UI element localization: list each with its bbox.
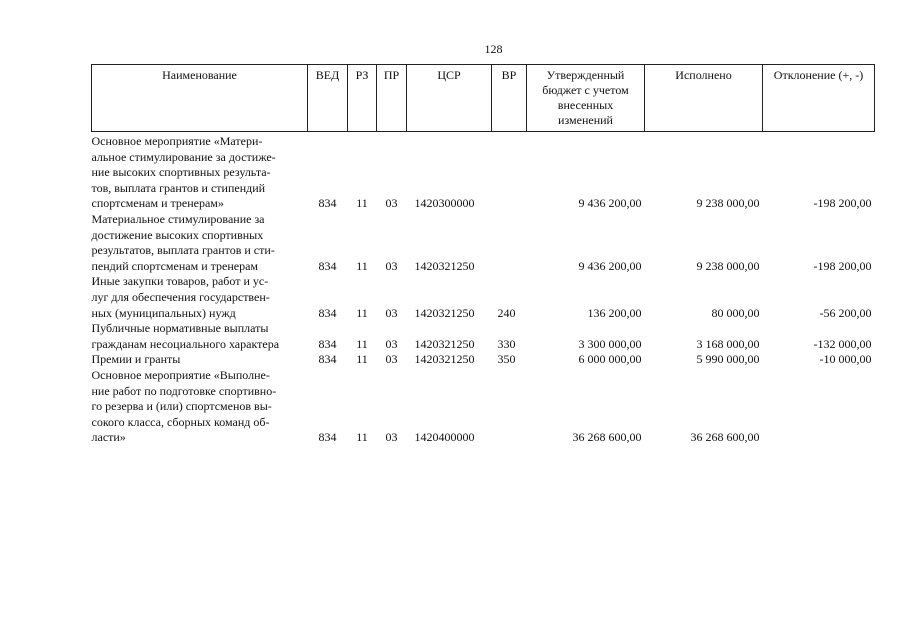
cell-name-line: ных (муниципальных) нужд: [91, 305, 236, 320]
cell-name-line: Иные закупки товаров, работ и ус-: [91, 274, 269, 289]
cell-pr: 03: [385, 336, 398, 351]
cell-budget: 3 300 000,00: [578, 336, 642, 351]
cell-executed: 36 268 600,00: [690, 430, 760, 445]
header-pr: ПР: [377, 65, 407, 132]
table-row: [92, 368, 875, 446]
cell-vr: 350: [497, 352, 516, 367]
cell-name-line: достижение высоких спортивных: [91, 227, 264, 242]
cell-vr: [492, 212, 527, 274]
cell-name-line: Основное мероприятие «Матери-: [91, 134, 263, 148]
cell-name-line: ние высоких спортивных результа-: [91, 165, 271, 180]
cell-rz: 11: [356, 258, 368, 273]
cell-executed: 5 990 000,00: [696, 352, 760, 367]
cell-name-line: ласти»: [91, 430, 126, 445]
cell-vr: 330: [497, 336, 516, 351]
cell-executed: 80 000,00: [711, 305, 760, 320]
cell-name-line: Основное мероприятие «Выполне-: [91, 367, 270, 382]
cell-budget: 36 268 600,00: [572, 430, 642, 445]
cell-pr: 03: [385, 430, 398, 445]
cell-executed: 9 238 000,00: [696, 258, 760, 273]
header-vr: ВР: [492, 65, 527, 132]
cell-ved: 834: [318, 430, 337, 445]
cell-name-line: пендий спортсменам и тренерам: [91, 258, 258, 273]
table-row: [92, 274, 875, 321]
cell-name-line: результатов, выплата грантов и сти-: [91, 243, 275, 258]
cell-budget: 9 436 200,00: [578, 196, 642, 211]
header-csr: ЦСР: [407, 65, 492, 132]
cell-ved: 834: [318, 258, 337, 273]
page-number: 128: [484, 42, 503, 56]
cell-csr: 1420321250: [414, 258, 475, 273]
cell-executed: 3 168 000,00: [696, 336, 760, 351]
table-row: [92, 132, 875, 212]
cell-ved: 834: [318, 336, 337, 351]
cell-name-line: Материальное стимулирование за: [91, 211, 265, 226]
cell-name: [92, 212, 308, 274]
cell-name: [92, 132, 308, 212]
table-row: [92, 352, 875, 368]
cell-ved: 834: [318, 352, 337, 367]
table-row: [92, 321, 875, 352]
cell-vr: [492, 368, 527, 446]
header-deviation: Отклонение (+, -): [763, 65, 875, 132]
cell-vr: 240: [497, 305, 516, 320]
cell-name: [92, 352, 308, 368]
cell-rz: 11: [356, 196, 368, 211]
cell-deviation: -10 000,00: [819, 352, 872, 367]
cell-ved: 834: [318, 305, 337, 320]
cell-budget: 6 000 000,00: [578, 352, 642, 367]
cell-budget: 9 436 200,00: [578, 258, 642, 273]
cell-name-line: альное стимулирование за достиже-: [91, 149, 276, 164]
header-name: Наименование: [92, 65, 308, 132]
cell-name-line: го резерва и (или) спортсменов вы-: [91, 399, 272, 414]
cell-name-line: сокого класса, сборных команд об-: [91, 414, 270, 429]
cell-name: [92, 368, 308, 446]
cell-rz: 11: [356, 430, 368, 445]
cell-pr: 03: [385, 258, 398, 273]
table-header-row: [92, 65, 875, 132]
cell-csr: 1420321250: [414, 352, 475, 367]
cell-executed: 9 238 000,00: [696, 196, 760, 211]
header-rz: РЗ: [348, 65, 377, 132]
cell-csr: 1420400000: [414, 430, 475, 445]
cell-pr: 03: [385, 352, 398, 367]
cell-name-line: Премии и гранты: [91, 352, 181, 367]
cell-vr: [492, 132, 527, 212]
cell-ved: 834: [318, 196, 337, 211]
table-body: [92, 132, 875, 446]
header-budget: Утвержденный бюджет с учетом внесенных изменений: [527, 65, 645, 132]
cell-csr: 1420321250: [414, 336, 475, 351]
cell-name: [92, 321, 308, 352]
cell-rz: 11: [356, 336, 368, 351]
cell-pr: 03: [385, 305, 398, 320]
cell-name-line: гражданам несоциального характера: [91, 336, 280, 351]
cell-rz: 11: [356, 352, 368, 367]
cell-deviation: [763, 368, 875, 446]
cell-deviation: -56 200,00: [819, 305, 872, 320]
header-ved: ВЕД: [308, 65, 348, 132]
cell-deviation: -198 200,00: [813, 196, 872, 211]
cell-deviation: -198 200,00: [813, 258, 872, 273]
header-executed: Исполнено: [645, 65, 763, 132]
table-row: [92, 212, 875, 274]
cell-name-line: тов, выплата грантов и стипендий: [91, 180, 266, 195]
budget-table: [91, 64, 875, 446]
cell-budget: 136 200,00: [587, 305, 642, 320]
cell-csr: 1420321250: [414, 305, 475, 320]
cell-csr: 1420300000: [414, 196, 475, 211]
cell-name: [92, 274, 308, 321]
cell-rz: 11: [356, 305, 368, 320]
cell-name-line: луг для обеспечения государствен-: [91, 289, 270, 304]
cell-name-line: ние работ по подготовке спортивно-: [91, 383, 277, 398]
cell-deviation: -132 000,00: [813, 336, 872, 351]
cell-name-line: спортсменам и тренерам»: [91, 196, 224, 211]
cell-pr: 03: [385, 196, 398, 211]
cell-name-line: Публичные нормативные выплаты: [91, 321, 269, 336]
